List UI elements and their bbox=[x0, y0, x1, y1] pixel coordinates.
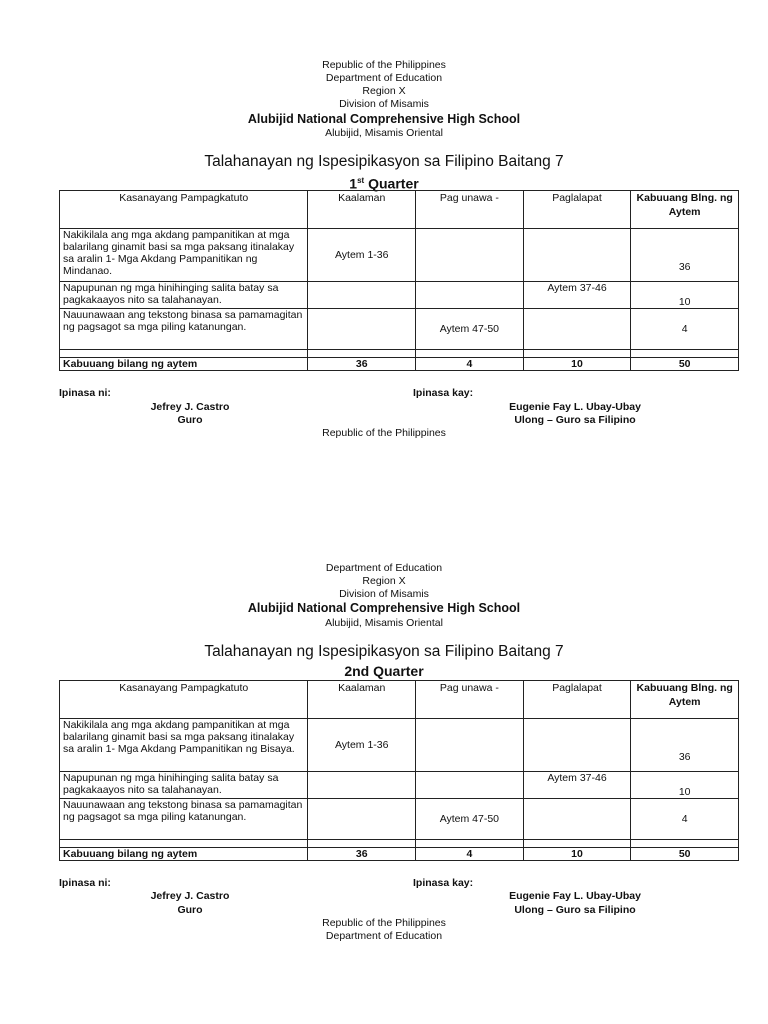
kaalaman-cell: Aytem 1-36 bbox=[308, 719, 416, 772]
paglalapat-cell: Aytem 37-46 bbox=[523, 282, 631, 309]
header-division: Division of Misamis bbox=[339, 98, 429, 110]
skill-cell: Nauunawaan ang tekstong binasa sa pamamagitan ng pagsagot sa mga piling katanungan. bbox=[60, 309, 308, 350]
paglalapat-cell bbox=[523, 309, 631, 350]
skill-cell: Napupunan ng mga hinihinging salita batay sa pagkakaayos nito sa talahanayan. bbox=[60, 282, 308, 309]
pagunawa-cell: Aytem 47-50 bbox=[416, 799, 524, 840]
total-kaalaman: 36 bbox=[308, 848, 416, 861]
header-school: Alubijid National Comprehensive High School bbox=[247, 112, 521, 126]
footer-department: Department of Education bbox=[325, 930, 443, 942]
head-role: Ulong – Guro sa Filipino bbox=[514, 904, 636, 916]
pagunawa-cell bbox=[416, 719, 524, 772]
header-division: Division of Misamis bbox=[339, 588, 429, 600]
column-header: Paglalapat bbox=[523, 681, 631, 719]
spacer-row bbox=[60, 840, 739, 848]
header-address: Alubijid, Misamis Oriental bbox=[325, 127, 443, 139]
document-title: Talahanayan ng Ispesipikasyon sa Filipino Baitang 7 bbox=[204, 153, 564, 170]
teacher-name: Jefrey J. Castro bbox=[150, 890, 230, 902]
footer-republic: Republic of the Philippines bbox=[322, 917, 446, 929]
quarter-label bbox=[0, 173, 768, 192]
paglalapat-cell bbox=[523, 719, 631, 772]
total-cell: 10 bbox=[631, 772, 739, 799]
teacher-name: Jefrey J. Castro bbox=[150, 401, 230, 413]
total-overall: 50 bbox=[631, 358, 739, 371]
kaalaman-cell: Aytem 1-36 bbox=[308, 229, 416, 282]
specification-table bbox=[59, 190, 739, 371]
header-school: Alubijid National Comprehensive High School bbox=[247, 601, 521, 615]
totals-row bbox=[60, 848, 739, 861]
table-row bbox=[60, 799, 739, 840]
header-region: Region X bbox=[362, 85, 406, 97]
table-header-row bbox=[60, 681, 739, 719]
submitted-by-label: Ipinasa ni: bbox=[59, 877, 111, 889]
header-department: Department of Education bbox=[325, 72, 443, 84]
table-row bbox=[60, 719, 739, 772]
total-cell: 4 bbox=[631, 799, 739, 840]
total-kaalaman: 36 bbox=[308, 358, 416, 371]
pagunawa-cell bbox=[416, 229, 524, 282]
total-cell: 10 bbox=[631, 282, 739, 309]
skill-cell: Nauunawaan ang tekstong binasa sa pamamagitan ng pagsagot sa mga piling katanungan. bbox=[60, 799, 308, 840]
quarter-word: Quarter bbox=[368, 175, 419, 192]
column-header: Kaalaman bbox=[308, 191, 416, 229]
document-title: Talahanayan ng Ispesipikasyon sa Filipino Baitang 7 bbox=[204, 643, 564, 660]
total-paglalapat: 10 bbox=[523, 848, 631, 861]
table-row bbox=[60, 772, 739, 799]
column-header: Pag unawa - bbox=[416, 191, 524, 229]
table-row bbox=[60, 309, 739, 350]
column-header: Kaalaman bbox=[308, 681, 416, 719]
pagunawa-cell bbox=[416, 772, 524, 799]
total-overall: 50 bbox=[631, 848, 739, 861]
table-row bbox=[60, 229, 739, 282]
skill-cell: Nakikilala ang mga akdang pampanitikan at mga balarilang ginamit basi sa mga paksang itinalakay sa aralin 1- Mga Akdang Pampanitikan ng Mindanao. bbox=[60, 229, 308, 282]
total-pagunawa: 4 bbox=[416, 358, 524, 371]
specification-table bbox=[59, 680, 739, 861]
header-republic: Republic of the Philippines bbox=[322, 59, 446, 71]
column-header: Pag unawa - bbox=[416, 681, 524, 719]
totals-label: Kabuuang bilang ng aytem bbox=[60, 358, 308, 371]
head-name: Eugenie Fay L. Ubay-Ubay bbox=[509, 890, 641, 902]
kaalaman-cell bbox=[308, 282, 416, 309]
total-cell: 36 bbox=[631, 719, 739, 772]
kaalaman-cell bbox=[308, 799, 416, 840]
teacher-role: Guro bbox=[177, 904, 203, 916]
submitted-by-label: Ipinasa ni: bbox=[59, 387, 111, 399]
column-header: Kasanayang Pampagkatuto bbox=[60, 191, 308, 229]
skill-cell: Nakikilala ang mga akdang pampanitikan at mga balarilang ginamit basi sa mga paksang itinalakay sa aralin 1- Mga Akdang Pampanitikan ng Bisaya. bbox=[60, 719, 308, 772]
total-cell: 36 bbox=[631, 229, 739, 282]
header-address: Alubijid, Misamis Oriental bbox=[325, 617, 443, 629]
pagunawa-cell bbox=[416, 282, 524, 309]
kaalaman-cell bbox=[308, 309, 416, 350]
totals-row bbox=[60, 358, 739, 371]
column-header: Kabuuang Blng. ng Aytem bbox=[631, 681, 739, 719]
quarter-number: 1 bbox=[349, 175, 358, 192]
total-cell: 4 bbox=[631, 309, 739, 350]
total-paglalapat: 10 bbox=[523, 358, 631, 371]
head-role: Ulong – Guro sa Filipino bbox=[514, 414, 636, 426]
head-name: Eugenie Fay L. Ubay-Ubay bbox=[509, 401, 641, 413]
paglalapat-cell bbox=[523, 799, 631, 840]
header-region: Region X bbox=[362, 575, 406, 587]
header-department: Department of Education bbox=[325, 562, 443, 574]
pagunawa-cell: Aytem 47-50 bbox=[416, 309, 524, 350]
spacer-row bbox=[60, 350, 739, 358]
submitted-to-label: Ipinasa kay: bbox=[413, 877, 474, 889]
column-header: Kabuuang Blng. ng Aytem bbox=[631, 191, 739, 229]
quarter-ordinal: st bbox=[357, 176, 365, 185]
submitted-to-label: Ipinasa kay: bbox=[413, 387, 474, 399]
column-header: Kasanayang Pampagkatuto bbox=[60, 681, 308, 719]
teacher-role: Guro bbox=[177, 414, 203, 426]
table-header-row bbox=[60, 191, 739, 229]
table-row bbox=[60, 282, 739, 309]
quarter-label: 2nd Quarter bbox=[344, 663, 424, 679]
kaalaman-cell bbox=[308, 772, 416, 799]
totals-label: Kabuuang bilang ng aytem bbox=[60, 848, 308, 861]
total-pagunawa: 4 bbox=[416, 848, 524, 861]
skill-cell: Napupunan ng mga hinihinging salita batay sa pagkakaayos nito sa talahanayan. bbox=[60, 772, 308, 799]
paglalapat-cell: Aytem 37-46 bbox=[523, 772, 631, 799]
footer-republic: Republic of the Philippines bbox=[322, 427, 446, 439]
paglalapat-cell bbox=[523, 229, 631, 282]
column-header: Paglalapat bbox=[523, 191, 631, 229]
